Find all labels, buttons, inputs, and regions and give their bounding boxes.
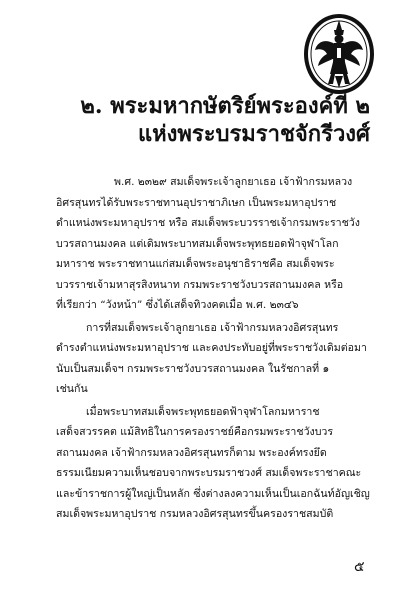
text-line: อิศรสุนทรได้รับพระราชทานอุปราชาภิเษก เป็นพระมหาอุปราช xyxy=(56,196,337,209)
paragraph-2 xyxy=(56,318,374,400)
text-line: มหาราช พระราชทานแก่สมเด็จพระอนุชาธิราชคือ สมเด็จพระ xyxy=(56,258,335,270)
royal-emblem-icon xyxy=(301,10,377,96)
chapter-subtitle: แห่งพระบรมราชจักรีวงศ์ xyxy=(137,121,370,147)
text-line: บวรสถานมงคล แต่เดิมพระบาทสมเด็จพระพุทธยอดฟ้าจุฬาโลก xyxy=(56,237,339,250)
text-line: เมื่อพระบาทสมเด็จพระพุทธยอดฟ้าจุฬาโลกมหาราช xyxy=(86,405,320,418)
text-line: บวรราชเจ้ามหาสุรสิงหนาท กรมพระราชวังบวรสถานมงคล หรือ xyxy=(56,278,344,291)
paragraph-3 xyxy=(56,402,374,525)
text-line: เช่นกัน xyxy=(56,383,88,395)
chapter-title: ๒. พระมหากษัตริย์พระองค์ที่ ๒ xyxy=(80,93,370,119)
text-line: และข้าราชการผู้ใหญ่เป็นหลัก ซึ่งต่างลงความเห็นเป็นเอกฉันท์อัญเชิญ xyxy=(56,487,370,500)
paragraph-1 xyxy=(56,172,374,316)
text-line: สมเด็จพระมหาอุปราช กรมหลวงอิศรสุนทรขึ้นครองราชสมบัติ xyxy=(56,508,334,520)
page-number: ๕ xyxy=(354,559,365,575)
text-line: ดำรงตำแหน่งพระมหาอุปราช และคงประทับอยู่ที่พระราชวังเดิมต่อมา xyxy=(56,342,367,354)
text-line: ดำแหน่งพระมหาอุปราช หรือ สมเด็จพระบวรราชเจ้ากรมพระราชวัง xyxy=(56,217,360,229)
text-line: นับเป็นสมเด็จฯ กรมพระราชวังบวรสถานมงคล ในรัชกาลที่ ๑ xyxy=(56,362,330,375)
text-line: ธรรมเนียมความเห็นชอบจากพระบรมราชวงศ์ สมเด็จพระราชาคณะ xyxy=(56,467,362,479)
body-text xyxy=(56,172,374,527)
text-line: ที่เรียกว่า “วังหน้า” ซึ่งได้เสด็จทิวงคตเมื่อ พ.ศ. ๒๓๔๖ xyxy=(56,299,299,311)
text-line: สถานมงคล เจ้าฟ้ากรมหลวงอิศรสุนทรก็ตาม พระองค์ทรงยึด xyxy=(56,446,327,459)
text-line: การที่สมเด็จพระเจ้าลูกยาเธอ เจ้าฟ้ากรมหลวงอิศรสุนทร xyxy=(86,321,339,334)
text-line: เสด็จสวรรคต แม้สิทธิในการครองราชย์คือกรมพระราชวังบวร xyxy=(56,426,334,438)
text-line: พ.ศ. ๒๓๒๙ สมเด็จพระเจ้าลูกยาเธอ เจ้าฟ้ากรมหลวง xyxy=(114,176,353,188)
